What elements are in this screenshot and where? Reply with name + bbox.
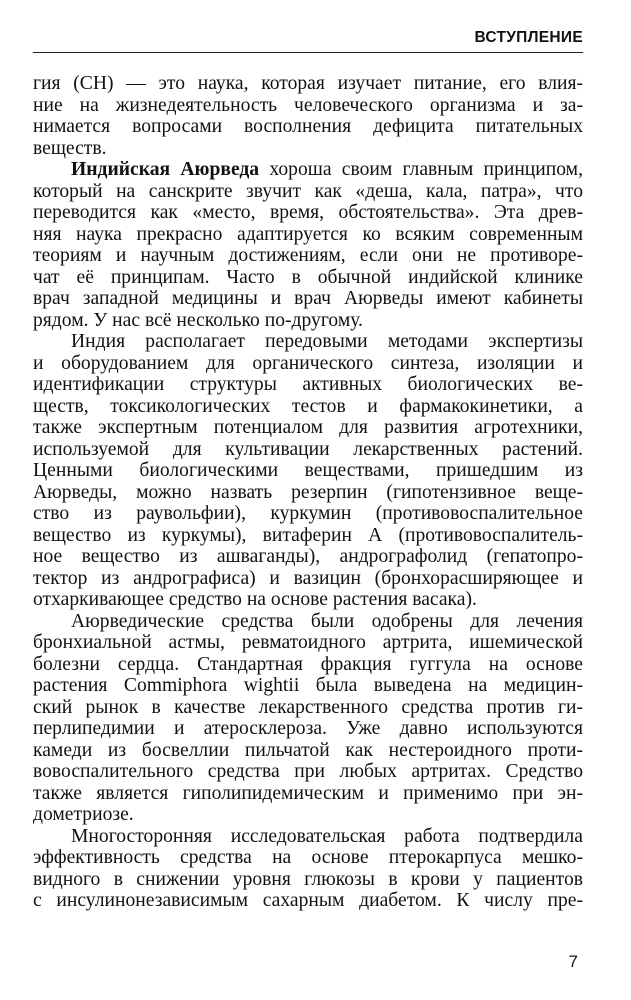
text-line: эффективность средства на основе птерокарпуса мешко- bbox=[33, 847, 583, 868]
text-line: Индия располагает передовыми методами экспертизы bbox=[71, 331, 583, 352]
text-line: дометриозе. bbox=[33, 804, 134, 825]
page-number: 7 bbox=[568, 952, 578, 971]
text-line: тектор из андрографиса) и вазицин (бронхорасширяющее и bbox=[33, 567, 583, 589]
text-line: который на санскрите звучит как «деша, кала, патра», что bbox=[33, 180, 583, 202]
text-line: Ценными биологическими веществами, пришедшим из bbox=[33, 460, 583, 481]
text-line: чат её принципам. Часто в обычной индийской клинике bbox=[33, 266, 583, 288]
text-line: ский рынок в качестве лекарственного средства против ги- bbox=[33, 696, 583, 718]
paragraph-research bbox=[33, 826, 583, 912]
text-line: видного в снижении уровня глюкозы в крови у пациентов bbox=[33, 868, 583, 890]
text-line: няя наука прекрасно адаптируется ко всяким современным bbox=[33, 223, 583, 245]
text-line: ное вещество из ашваганды), андрографолид (гепатопро- bbox=[33, 546, 583, 567]
text-line: и оборудованием для органического синтеза, изоляции и bbox=[33, 352, 583, 374]
paragraph-continuation bbox=[33, 73, 583, 159]
text-line: вовоспалительного средства при любых артритах. Средство bbox=[33, 761, 583, 782]
text-line: Аюрведические средства были одобрены для лечения bbox=[71, 610, 583, 632]
text-line: Аюрведы, можно назвать резерпин (гипотензивное веще- bbox=[33, 481, 583, 503]
text-line: теориям и научным достижениям, если они не противоре- bbox=[33, 245, 583, 266]
text-fragment: хороша своим главным принципом, bbox=[259, 159, 583, 180]
text-line: перлипедимии и атеросклероза. Уже давно используются bbox=[33, 718, 583, 739]
text-line: переводится как «место, время, обстоятельства». Эта древ- bbox=[33, 202, 583, 223]
ayurveda-term: Индийская Аюрведа bbox=[71, 159, 260, 180]
paragraph-ayurveda bbox=[33, 159, 583, 331]
text-line: врач западной медицины и врач Аюрведы имеют кабинеты bbox=[33, 288, 583, 309]
text-line: Многосторонняя исследовательская работа подтвердила bbox=[71, 825, 583, 847]
text-line: нимается вопросами восполнения дефицита питательных bbox=[33, 116, 583, 137]
text-line: отхаркивающее средство на основе растения васака). bbox=[33, 589, 477, 610]
text-line: рядом. У нас всё несколько по-другому. bbox=[33, 309, 363, 331]
paragraph-remedies bbox=[33, 611, 583, 826]
text-line: ществ, токсикологических тестов и фармакокинетики, а bbox=[33, 395, 583, 417]
text-line bbox=[33, 159, 583, 181]
paragraph-india bbox=[33, 331, 583, 611]
running-header bbox=[33, 22, 583, 53]
text-line: растения Commiphora wightii была выведена на медицин- bbox=[33, 675, 583, 696]
text-line: ство из раувольфии), куркумин (противовоспалительное bbox=[33, 503, 583, 524]
text-line: болезни сердца. Стандартная фракция гуггула на основе bbox=[33, 653, 583, 675]
text-line: гия (СН) — это наука, которая изучает питание, его влия- bbox=[33, 73, 583, 94]
text-line: также является гиполипидемическим и применимо при эн- bbox=[33, 782, 583, 804]
text-line: с инсулинонезависимым сахарным диабетом. К числу пре- bbox=[33, 890, 583, 911]
text-line: вещество из куркумы), витаферин А (противовоспалитель- bbox=[33, 524, 583, 546]
text-line: идентификации структуры активных биологических ве- bbox=[33, 374, 583, 395]
text-line: используемой для культивации лекарственных растений. bbox=[33, 438, 583, 460]
text-line: веществ. bbox=[33, 137, 107, 159]
text-line: камеди из босвеллии пильчатой как нестероидного проти- bbox=[33, 739, 583, 761]
running-head-title: ВСТУПЛЕНИЕ bbox=[474, 29, 583, 46]
body-text bbox=[33, 73, 583, 912]
text-line: ние на жизнедеятельность человеческого организма и за- bbox=[33, 94, 583, 116]
text-line: бронхиальной астмы, ревматоидного артрита, ишемической bbox=[33, 632, 583, 653]
text-line: также экспертным потенциалом для развития агротехники, bbox=[33, 417, 583, 438]
